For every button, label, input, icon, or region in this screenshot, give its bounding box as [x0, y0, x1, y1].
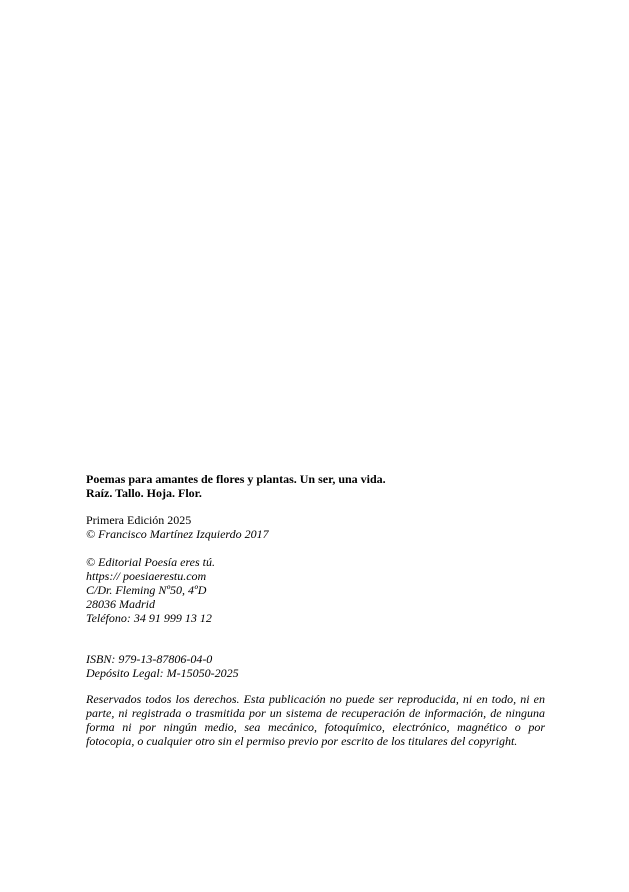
title-block	[86, 472, 546, 500]
publisher-city: 28036 Madrid	[86, 597, 155, 611]
deposito-legal: Depósito Legal: M-15050-2025	[86, 666, 239, 680]
book-title: Poemas para amantes de flores y plantas. Un ser, una vida.	[86, 472, 386, 486]
publisher-block	[86, 555, 546, 625]
publisher-phone: Teléfono: 34 91 999 13 12	[86, 611, 212, 625]
publisher-street: C/Dr. Fleming Nº50, 4ºD	[86, 583, 207, 597]
legal-block	[86, 652, 546, 680]
author-copyright: © Francisco Martínez Izquierdo 2017	[86, 527, 269, 541]
publisher-website: https:// poesiaerestu.com	[86, 569, 207, 583]
rights-notice: Reservados todos los derechos. Esta publicación no puede ser reproducida, ni en todo, ni en parte, ni registrada o trasmitida por un sistema de recuperación de información, de ninguna forma ni por ningún medio, sea mecánico, fotoquímico, electrónico, magnético o por fotocopia, o cualquier otro sin el permiso previo por escrito de los titulares del copyright.	[86, 692, 545, 748]
edition-line: Primera Edición 2025	[86, 513, 192, 527]
publisher-name: © Editorial Poesía eres tú.	[86, 555, 215, 569]
edition-block	[86, 513, 546, 541]
book-subtitle: Raíz. Tallo. Hoja. Flor.	[86, 486, 202, 500]
isbn: ISBN: 979-13-87806-04-0	[86, 652, 213, 666]
